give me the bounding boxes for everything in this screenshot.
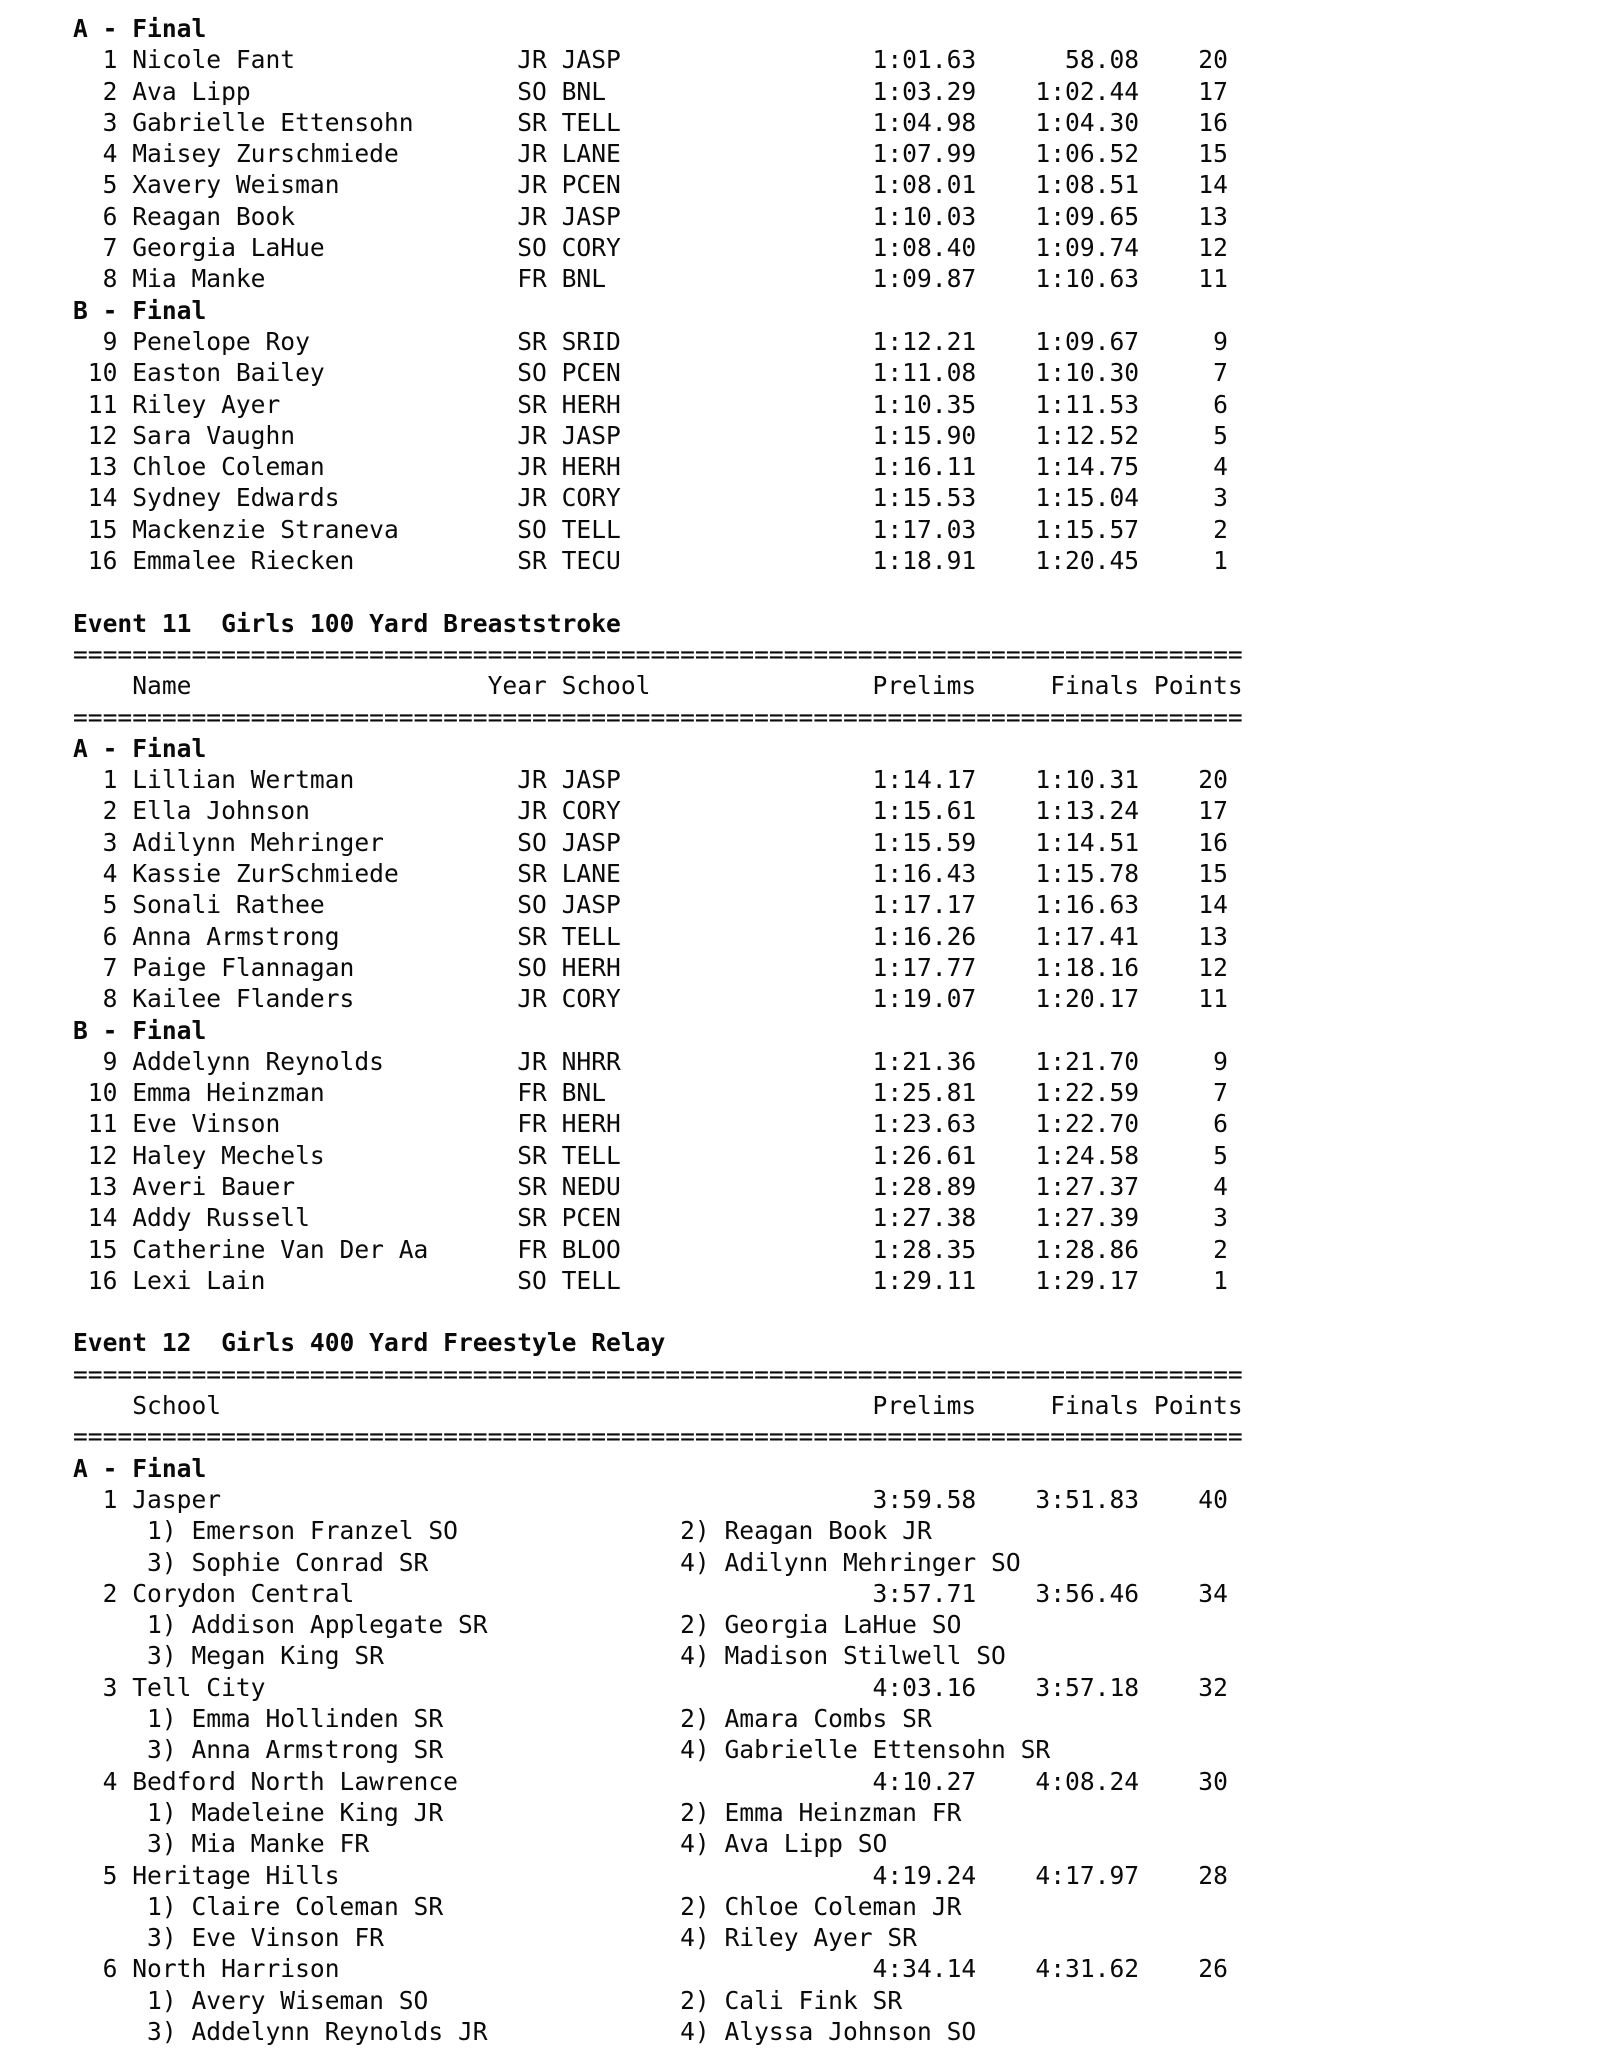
result-row: 10 Easton Bailey SO PCEN 1:11.08 1:10.30 7 <box>73 358 1228 388</box>
relay-swimmers-row: 1) Emerson Franzel SO 2) Reagan Book JR <box>73 1516 932 1546</box>
result-row: 1 Lillian Wertman JR JASP 1:14.17 1:10.31 20 <box>73 765 1228 795</box>
result-row: 2 Ava Lipp SO BNL 1:03.29 1:02.44 17 <box>73 76 1228 106</box>
result-row: 6 Anna Armstrong SR TELL 1:16.26 1:17.41 13 <box>73 921 1228 951</box>
result-row: 13 Averi Bauer SR NEDU 1:28.89 1:27.37 4 <box>73 1171 1228 1201</box>
final-group-label: B - Final <box>73 295 207 325</box>
result-row: 8 Mia Manke FR BNL 1:09.87 1:10.63 11 <box>73 264 1228 294</box>
result-row: 4 Kassie ZurSchmiede SR LANE 1:16.43 1:15.78 15 <box>73 859 1228 889</box>
result-row: 12 Sara Vaughn JR JASP 1:15.90 1:12.52 5 <box>73 420 1228 450</box>
separator-line: =============================================================================== <box>73 639 1243 669</box>
blank-line <box>73 1296 1614 1327</box>
relay-swimmers-row: 1) Addison Applegate SR 2) Georgia LaHue SO <box>73 1610 962 1640</box>
results-header-row: School Prelims Finals Points <box>73 1391 1243 1421</box>
relay-swimmers-row: 3) Eve Vinson FR 4) Riley Ayer SR <box>73 1923 917 1953</box>
result-row: 15 Mackenzie Straneva SO TELL 1:17.03 1:15.57 2 <box>73 514 1228 544</box>
relay-swimmers-row: 3) Mia Manke FR 4) Ava Lipp SO <box>73 1829 888 1859</box>
result-row: 11 Riley Ayer SR HERH 1:10.35 1:11.53 6 <box>73 389 1228 419</box>
result-row: 7 Paige Flannagan SO HERH 1:17.77 1:18.16 12 <box>73 952 1228 982</box>
final-group-label: A - Final <box>73 1453 207 1483</box>
relay-swimmers-row: 1) Emma Hollinden SR 2) Amara Combs SR <box>73 1704 932 1734</box>
result-row: 1 Nicole Fant JR JASP 1:01.63 58.08 20 <box>73 45 1228 75</box>
relay-swimmers-row: 3) Megan King SR 4) Madison Stilwell SO <box>73 1641 1006 1671</box>
blank-line <box>73 576 1614 607</box>
relay-team-row: 5 Heritage Hills 4:19.24 4:17.97 28 <box>73 1860 1228 1890</box>
result-row: 9 Penelope Roy SR SRID 1:12.21 1:09.67 9 <box>73 326 1228 356</box>
separator-line: =============================================================================== <box>73 702 1243 732</box>
result-row: 8 Kailee Flanders JR CORY 1:19.07 1:20.17 11 <box>73 984 1228 1014</box>
result-row: 4 Maisey Zurschmiede JR LANE 1:07.99 1:06.52 15 <box>73 139 1228 169</box>
result-row: 10 Emma Heinzman FR BNL 1:25.81 1:22.59 7 <box>73 1078 1228 1108</box>
relay-team-row: 1 Jasper 3:59.58 3:51.83 40 <box>73 1484 1228 1514</box>
relay-team-row: 3 Tell City 4:03.16 3:57.18 32 <box>73 1672 1228 1702</box>
result-row: 7 Georgia LaHue SO CORY 1:08.40 1:09.74 12 <box>73 233 1228 263</box>
relay-swimmers-row: 1) Avery Wiseman SO 2) Cali Fink SR <box>73 1985 903 2015</box>
relay-swimmers-row: 1) Madeleine King JR 2) Emma Heinzman FR <box>73 1797 962 1827</box>
final-group-label: A - Final <box>73 733 207 763</box>
result-row: 6 Reagan Book JR JASP 1:10.03 1:09.65 13 <box>73 201 1228 231</box>
result-row: 15 Catherine Van Der Aa FR BLOO 1:28.35 1:28.86 2 <box>73 1234 1228 1264</box>
relay-swimmers-row: 3) Sophie Conrad SR 4) Adilynn Mehringer SO <box>73 1547 1021 1577</box>
result-row: 16 Emmalee Riecken SR TECU 1:18.91 1:20.45 1 <box>73 546 1228 576</box>
relay-swimmers-row: 3) Anna Armstrong SR 4) Gabrielle Ettensohn SR <box>73 1735 1051 1765</box>
result-row: 12 Haley Mechels SR TELL 1:26.61 1:24.58 5 <box>73 1140 1228 1170</box>
result-row: 14 Addy Russell SR PCEN 1:27.38 1:27.39 3 <box>73 1203 1228 1233</box>
relay-swimmers-row: 3) Addelynn Reynolds JR 4) Alyssa Johnson SO <box>73 2017 977 2046</box>
separator-line: =============================================================================== <box>73 1359 1243 1389</box>
relay-team-row: 2 Corydon Central 3:57.71 3:56.46 34 <box>73 1578 1228 1608</box>
relay-swimmers-row: 1) Claire Coleman SR 2) Chloe Coleman JR <box>73 1891 962 1921</box>
relay-team-row: 4 Bedford North Lawrence 4:10.27 4:08.24 30 <box>73 1766 1228 1796</box>
result-row: 9 Addelynn Reynolds JR NHRR 1:21.36 1:21.70 9 <box>73 1046 1228 1076</box>
result-row: 5 Sonali Rathee SO JASP 1:17.17 1:16.63 14 <box>73 890 1228 920</box>
final-group-label: B - Final <box>73 1015 207 1045</box>
final-group-label: A - Final <box>73 14 207 43</box>
relay-team-row: 6 North Harrison 4:34.14 4:31.62 26 <box>73 1954 1228 1984</box>
results-header-row: Name Year School Prelims Finals Points <box>73 671 1243 701</box>
result-row: 2 Ella Johnson JR CORY 1:15.61 1:13.24 17 <box>73 796 1228 826</box>
event-title: Event 11 Girls 100 Yard Breaststroke <box>73 608 621 638</box>
result-row: 3 Gabrielle Ettensohn SR TELL 1:04.98 1:04.30 16 <box>73 107 1228 137</box>
result-row: 16 Lexi Lain SO TELL 1:29.11 1:29.17 1 <box>73 1265 1228 1295</box>
event-title: Event 12 Girls 400 Yard Freestyle Relay <box>73 1328 666 1358</box>
result-row: 3 Adilynn Mehringer SO JASP 1:15.59 1:14.51 16 <box>73 827 1228 857</box>
result-row: 11 Eve Vinson FR HERH 1:23.63 1:22.70 6 <box>73 1109 1228 1139</box>
result-row: 13 Chloe Coleman JR HERH 1:16.11 1:14.75 4 <box>73 452 1228 482</box>
result-row: 14 Sydney Edwards JR CORY 1:15.53 1:15.04 3 <box>73 483 1228 513</box>
separator-line: =============================================================================== <box>73 1422 1243 1452</box>
result-row: 5 Xavery Weisman JR PCEN 1:08.01 1:08.51 14 <box>73 170 1228 200</box>
